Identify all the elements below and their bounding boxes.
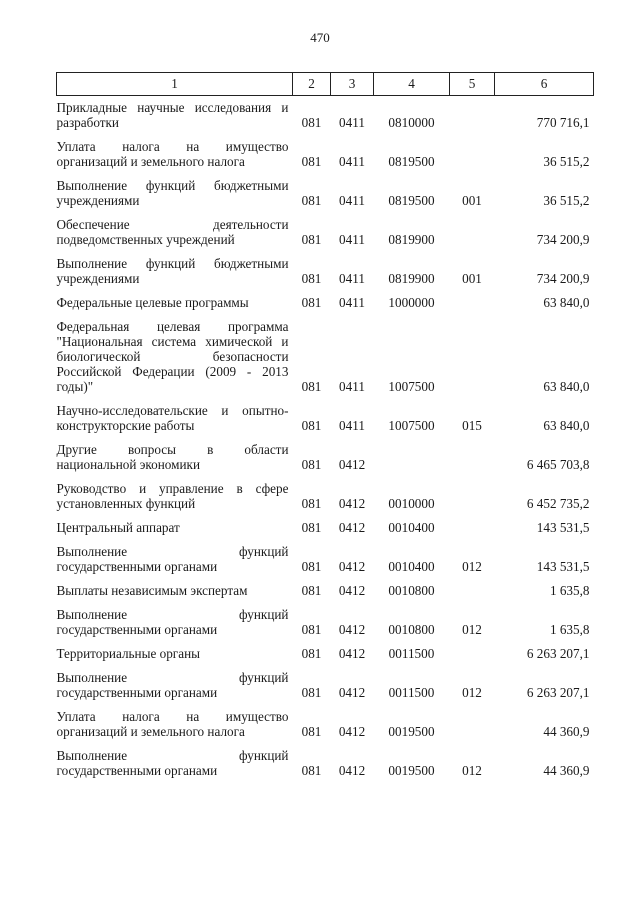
- column-header-4: 4: [374, 73, 450, 96]
- item-name-line: Выполнение функций: [56, 748, 289, 763]
- item-name-line: Выполнение функций бюджетными: [56, 178, 289, 193]
- section-code: 0412: [338, 583, 366, 598]
- target-article-code: 0810000: [388, 115, 435, 130]
- expense-type-code: [450, 208, 495, 247]
- amount: 44 360,9: [543, 763, 590, 778]
- amount: 36 515,2: [543, 193, 590, 208]
- item-name-line: Выполнение функций: [56, 607, 289, 622]
- table-row: [57, 535, 594, 574]
- ministry-code: 081: [301, 418, 322, 433]
- expense-type-code: [450, 433, 495, 472]
- section-code: 0411: [339, 418, 365, 433]
- item-name-line: "Национальная система химической и: [56, 334, 289, 349]
- table-row: [57, 310, 594, 394]
- table-row: [57, 637, 594, 661]
- target-article-code: 0010400: [388, 559, 435, 574]
- ministry-code: 081: [301, 622, 322, 637]
- item-name: [57, 169, 293, 208]
- target-article-code: 0819500: [388, 193, 435, 208]
- table-row: [57, 511, 594, 535]
- item-name-line: государственными органами: [56, 685, 218, 700]
- expense-type-code: [450, 286, 495, 310]
- table-row: [57, 433, 594, 472]
- item-name-line: Федеральная целевая программа: [56, 319, 289, 334]
- ministry-code: 081: [301, 724, 322, 739]
- item-name: [57, 130, 293, 169]
- ministry-code: 081: [301, 496, 322, 511]
- item-name-line: конструкторские работы: [56, 418, 195, 433]
- target-article-code: 0011500: [388, 646, 435, 661]
- section-code: 0412: [338, 496, 366, 511]
- ministry-code: 081: [301, 559, 322, 574]
- item-name-line: Выплаты независимым экспертам: [56, 583, 248, 598]
- expense-type-code: 012: [462, 763, 482, 778]
- target-article-code: 0819900: [388, 271, 435, 286]
- ministry-code: 081: [301, 115, 322, 130]
- item-name: [57, 637, 293, 661]
- table-row: [57, 96, 594, 131]
- column-header-3: 3: [331, 73, 374, 96]
- item-name: [57, 739, 293, 778]
- item-name: [57, 286, 293, 310]
- item-name-line: Обеспечение деятельности: [56, 217, 289, 232]
- section-code: 0412: [338, 559, 366, 574]
- target-article-code: 0010800: [388, 622, 435, 637]
- expense-type-code: [450, 511, 495, 535]
- amount: 63 840,0: [543, 295, 590, 310]
- amount: 63 840,0: [543, 379, 590, 394]
- item-name-line: Федеральные целевые программы: [56, 295, 249, 310]
- expense-type-code: [450, 310, 495, 394]
- amount: 44 360,9: [543, 724, 590, 739]
- expense-type-code: [450, 700, 495, 739]
- section-code: 0411: [339, 271, 365, 286]
- item-name-line: учреждениями: [56, 271, 140, 286]
- amount: 734 200,9: [536, 271, 590, 286]
- target-article-code: 1007500: [388, 379, 435, 394]
- item-name-line: Прикладные научные исследования и: [56, 100, 289, 115]
- expense-type-code: 012: [462, 622, 482, 637]
- section-code: 0411: [339, 379, 365, 394]
- target-article-code: 0019500: [388, 724, 435, 739]
- item-name-line: Выполнение функций: [56, 670, 289, 685]
- table-row: [57, 247, 594, 286]
- expense-type-code: [450, 130, 495, 169]
- item-name-line: установленных функций: [56, 496, 196, 511]
- section-code: 0412: [338, 646, 366, 661]
- item-name: [57, 574, 293, 598]
- table-row: [57, 472, 594, 511]
- expense-type-code: 012: [462, 685, 482, 700]
- table-row: [57, 700, 594, 739]
- column-header-2: 2: [293, 73, 331, 96]
- table-row: [57, 286, 594, 310]
- amount: 6 452 735,2: [526, 496, 590, 511]
- expense-type-code: 012: [462, 559, 482, 574]
- section-code: 0412: [338, 622, 366, 637]
- expense-type-code: [450, 637, 495, 661]
- target-article-code: 0010800: [388, 583, 435, 598]
- amount: 6 465 703,8: [526, 457, 590, 472]
- column-number-row: [57, 73, 594, 96]
- table-row: [57, 739, 594, 778]
- table-row: [57, 208, 594, 247]
- item-name-line: организаций и земельного налога: [56, 154, 245, 169]
- expense-type-code: [450, 472, 495, 511]
- ministry-code: 081: [301, 295, 322, 310]
- item-name: [57, 433, 293, 472]
- ministry-code: 081: [301, 685, 322, 700]
- amount: 63 840,0: [543, 418, 590, 433]
- item-name: [57, 208, 293, 247]
- ministry-code: 081: [301, 271, 322, 286]
- item-name-line: Российской Федерации (2009 - 2013: [56, 364, 289, 379]
- expense-type-code: 001: [462, 193, 482, 208]
- item-name-line: организаций и земельного налога: [56, 724, 245, 739]
- amount: 36 515,2: [543, 154, 590, 169]
- amount: 1 635,8: [549, 622, 590, 637]
- item-name-line: годы)": [56, 379, 94, 394]
- expense-type-code: 015: [462, 418, 482, 433]
- item-name: [57, 310, 293, 394]
- column-header-5: 5: [450, 73, 495, 96]
- ministry-code: 081: [301, 763, 322, 778]
- item-name-line: Выполнение функций: [56, 544, 289, 559]
- item-name-line: Уплата налога на имущество: [56, 139, 289, 154]
- target-article-code: [374, 433, 450, 472]
- item-name-line: государственными органами: [56, 559, 218, 574]
- item-name: [57, 96, 293, 131]
- ministry-code: 081: [301, 457, 322, 472]
- section-code: 0411: [339, 295, 365, 310]
- amount: 734 200,9: [536, 232, 590, 247]
- item-name: [57, 598, 293, 637]
- expense-type-code: [450, 96, 495, 131]
- amount: 143 531,5: [536, 520, 590, 535]
- item-name-line: разработки: [56, 115, 119, 130]
- column-header-6: 6: [495, 73, 594, 96]
- amount: 6 263 207,1: [526, 646, 590, 661]
- item-name: [57, 700, 293, 739]
- item-name-line: Территориальные органы: [56, 646, 200, 661]
- table-row: [57, 598, 594, 637]
- target-article-code: 0819900: [388, 232, 435, 247]
- amount: 1 635,8: [549, 583, 590, 598]
- item-name: [57, 247, 293, 286]
- section-code: 0412: [338, 520, 366, 535]
- item-name: [57, 511, 293, 535]
- ministry-code: 081: [301, 583, 322, 598]
- item-name-line: подведомственных учреждений: [56, 232, 235, 247]
- item-name-line: Уплата налога на имущество: [56, 709, 289, 724]
- item-name: [57, 661, 293, 700]
- target-article-code: 0010000: [388, 496, 435, 511]
- budget-table: [56, 72, 594, 778]
- section-code: 0412: [338, 763, 366, 778]
- expense-type-code: [450, 574, 495, 598]
- section-code: 0411: [339, 232, 365, 247]
- table-body: [57, 96, 594, 779]
- section-code: 0411: [339, 154, 365, 169]
- section-code: 0411: [339, 193, 365, 208]
- item-name-line: Другие вопросы в области: [56, 442, 289, 457]
- ministry-code: 081: [301, 193, 322, 208]
- item-name: [57, 394, 293, 433]
- item-name-line: Руководство и управление в сфере: [56, 481, 289, 496]
- item-name-line: биологической безопасности: [56, 349, 289, 364]
- ministry-code: 081: [301, 154, 322, 169]
- item-name-line: Выполнение функций бюджетными: [56, 256, 289, 271]
- target-article-code: 0019500: [388, 763, 435, 778]
- ministry-code: 081: [301, 646, 322, 661]
- table-row: [57, 130, 594, 169]
- table-row: [57, 661, 594, 700]
- amount: 770 716,1: [536, 115, 590, 130]
- target-article-code: 1000000: [388, 295, 435, 310]
- table-row: [57, 394, 594, 433]
- item-name: [57, 535, 293, 574]
- item-name-line: Научно-исследовательские и опытно-: [56, 403, 289, 418]
- section-code: 0412: [338, 724, 366, 739]
- table-row: [57, 574, 594, 598]
- ministry-code: 081: [301, 520, 322, 535]
- amount: 143 531,5: [536, 559, 590, 574]
- item-name-line: национальной экономики: [56, 457, 201, 472]
- target-article-code: 1007500: [388, 418, 435, 433]
- item-name-line: государственными органами: [56, 763, 218, 778]
- target-article-code: 0819500: [388, 154, 435, 169]
- expense-type-code: 001: [462, 271, 482, 286]
- section-code: 0412: [338, 457, 366, 472]
- ministry-code: 081: [301, 232, 322, 247]
- item-name-line: Центральный аппарат: [56, 520, 180, 535]
- item-name-line: государственными органами: [56, 622, 218, 637]
- column-header-1: 1: [57, 73, 293, 96]
- item-name-line: учреждениями: [56, 193, 140, 208]
- section-code: 0412: [338, 685, 366, 700]
- target-article-code: 0011500: [388, 685, 435, 700]
- item-name: [57, 472, 293, 511]
- table-row: [57, 169, 594, 208]
- ministry-code: 081: [301, 379, 322, 394]
- amount: 6 263 207,1: [526, 685, 590, 700]
- page-number: 470: [310, 30, 330, 45]
- target-article-code: 0010400: [388, 520, 435, 535]
- section-code: 0411: [339, 115, 365, 130]
